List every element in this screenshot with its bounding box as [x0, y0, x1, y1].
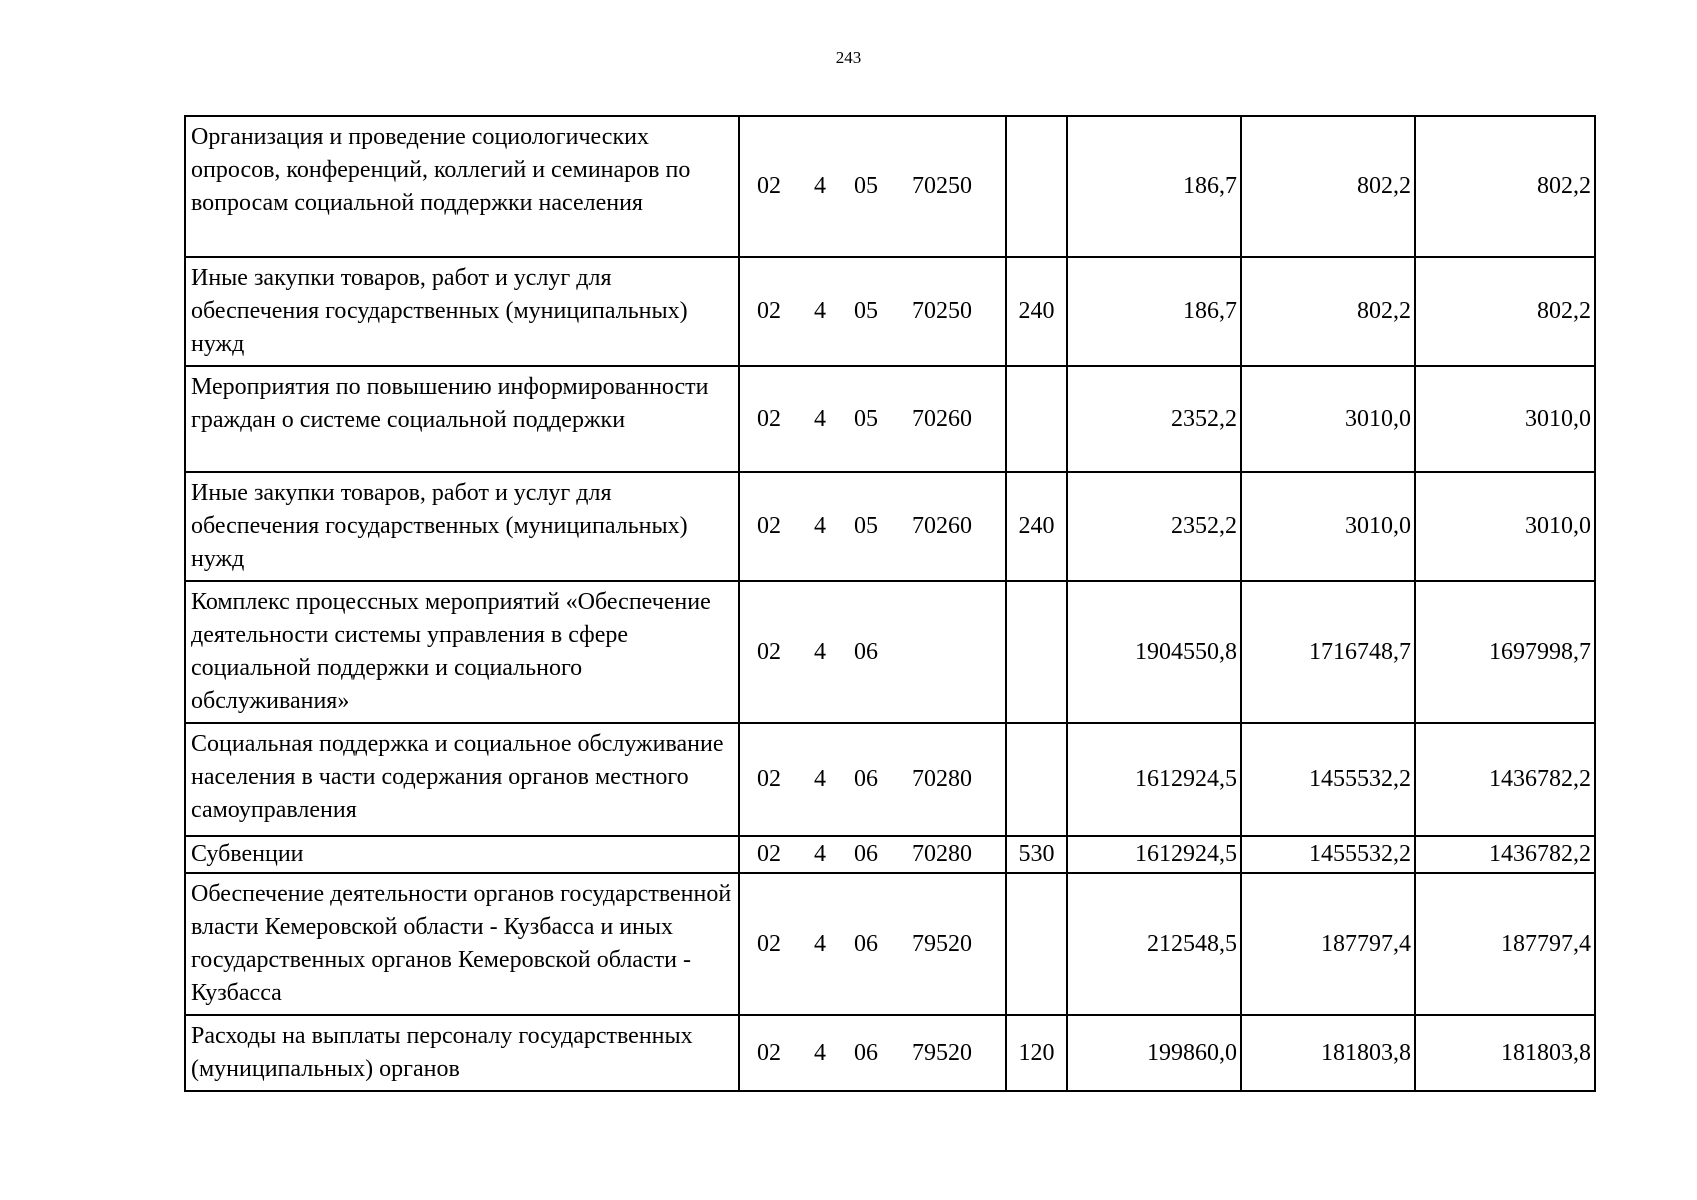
amount-year-1: 212548,5 — [1067, 873, 1241, 1015]
subprogram-code: 4 — [814, 298, 826, 324]
amount-year-3: 181803,8 — [1415, 1015, 1595, 1091]
page-number: 243 — [835, 48, 862, 67]
program-code-cell — [739, 257, 1006, 366]
amount-year-1: 1904550,8 — [1067, 581, 1241, 723]
amount-year-1: 2352,2 — [1067, 472, 1241, 581]
direction-code: 70250 — [912, 173, 972, 199]
table-row — [185, 257, 1595, 366]
amount-year-2: 181803,8 — [1241, 1015, 1415, 1091]
expense-type-code: 530 — [1006, 836, 1067, 873]
direction-code: 70250 — [912, 298, 972, 324]
amount-year-2: 3010,0 — [1241, 366, 1415, 472]
direction-code: 70280 — [912, 766, 972, 792]
row-name: Иные закупки товаров, работ и услуг для обеспечения государственных (муниципальных) нужд — [185, 257, 739, 366]
amount-year-3: 1697998,7 — [1415, 581, 1595, 723]
table-row — [185, 723, 1595, 836]
activity-code: 06 — [854, 1039, 878, 1066]
subprogram-code: 4 — [814, 766, 826, 792]
program-code-cell — [739, 472, 1006, 581]
program-code-cell — [739, 873, 1006, 1015]
table-row — [185, 1015, 1595, 1091]
expense-type-code — [1006, 873, 1067, 1015]
activity-code: 05 — [854, 298, 878, 324]
amount-year-2: 3010,0 — [1241, 472, 1415, 581]
expense-type-code — [1006, 116, 1067, 257]
subprogram-code: 4 — [814, 513, 826, 539]
amount-year-3: 802,2 — [1415, 257, 1595, 366]
activity-code: 06 — [854, 766, 878, 792]
program-code: 02 — [757, 1039, 781, 1066]
expense-type-code: 120 — [1006, 1015, 1067, 1091]
amount-year-3: 802,2 — [1415, 116, 1595, 257]
program-code: 02 — [757, 405, 781, 432]
subprogram-code: 4 — [814, 405, 826, 432]
row-name: Социальная поддержка и социальное обслуживание населения в части содержания органов местного самоуправления — [185, 723, 739, 836]
amount-year-3: 187797,4 — [1415, 873, 1595, 1015]
direction-code: 79520 — [912, 930, 972, 957]
amount-year-1: 1612924,5 — [1067, 723, 1241, 836]
amount-year-2: 1455532,2 — [1241, 723, 1415, 836]
activity-code: 05 — [854, 513, 878, 539]
amount-year-3: 1436782,2 — [1415, 836, 1595, 873]
amount-year-1: 2352,2 — [1067, 366, 1241, 472]
table-row — [185, 836, 1595, 873]
row-name: Организация и проведение социологических опросов, конференций, коллегий и семинаров по вопросам социальной поддержки населения — [185, 116, 739, 257]
amount-year-2: 802,2 — [1241, 116, 1415, 257]
amount-year-2: 187797,4 — [1241, 873, 1415, 1015]
program-code-cell — [739, 581, 1006, 723]
row-name: Мероприятия по повышению информированности граждан о системе социальной поддержки — [185, 366, 739, 472]
program-code: 02 — [757, 930, 781, 957]
amount-year-2: 1455532,2 — [1241, 836, 1415, 873]
subprogram-code: 4 — [814, 841, 826, 867]
program-code-cell — [739, 836, 1006, 873]
table-row — [185, 873, 1595, 1015]
table-row — [185, 116, 1595, 257]
amount-year-1: 1612924,5 — [1067, 836, 1241, 873]
direction-code: 70280 — [912, 841, 972, 867]
subprogram-code: 4 — [814, 173, 826, 199]
budget-table-body — [185, 116, 1595, 1091]
direction-code: 70260 — [912, 513, 972, 539]
program-code: 02 — [757, 841, 781, 867]
activity-code: 06 — [854, 638, 878, 665]
amount-year-1: 199860,0 — [1067, 1015, 1241, 1091]
program-code: 02 — [757, 513, 781, 539]
expense-type-code — [1006, 723, 1067, 836]
program-code-cell — [739, 116, 1006, 257]
amount-year-2: 802,2 — [1241, 257, 1415, 366]
activity-code: 06 — [854, 930, 878, 957]
table-row — [185, 472, 1595, 581]
expense-type-code — [1006, 581, 1067, 723]
subprogram-code: 4 — [814, 930, 826, 957]
table-row — [185, 366, 1595, 472]
activity-code: 06 — [854, 841, 878, 867]
row-name: Расходы на выплаты персоналу государственных (муниципальных) органов — [185, 1015, 739, 1091]
row-name: Комплекс процессных мероприятий «Обеспечение деятельности системы управления в сфере социальной поддержки и социального обслуживания» — [185, 581, 739, 723]
amount-year-3: 1436782,2 — [1415, 723, 1595, 836]
program-code-cell — [739, 366, 1006, 472]
expense-type-code: 240 — [1006, 257, 1067, 366]
activity-code: 05 — [854, 405, 878, 432]
subprogram-code: 4 — [814, 638, 826, 665]
amount-year-3: 3010,0 — [1415, 472, 1595, 581]
table-row — [185, 581, 1595, 723]
amount-year-1: 186,7 — [1067, 116, 1241, 257]
row-name: Обеспечение деятельности органов государственной власти Кемеровской области - Кузбасса и иных государственных органов Кемеровской области - Кузбасса — [185, 873, 739, 1015]
amount-year-1: 186,7 — [1067, 257, 1241, 366]
expense-type-code: 240 — [1006, 472, 1067, 581]
direction-code: 70260 — [912, 405, 972, 432]
amount-year-2: 1716748,7 — [1241, 581, 1415, 723]
amount-year-3: 3010,0 — [1415, 366, 1595, 472]
subprogram-code: 4 — [814, 1039, 826, 1066]
expense-type-code — [1006, 366, 1067, 472]
row-name: Иные закупки товаров, работ и услуг для обеспечения государственных (муниципальных) нужд — [185, 472, 739, 581]
program-code-cell — [739, 723, 1006, 836]
direction-code: 79520 — [912, 1039, 972, 1066]
program-code: 02 — [757, 638, 781, 665]
program-code: 02 — [757, 766, 781, 792]
activity-code: 05 — [854, 173, 878, 199]
program-code-cell — [739, 1015, 1006, 1091]
budget-table — [184, 115, 1596, 1092]
row-name: Субвенции — [185, 836, 739, 873]
program-code: 02 — [757, 173, 781, 199]
program-code: 02 — [757, 298, 781, 324]
